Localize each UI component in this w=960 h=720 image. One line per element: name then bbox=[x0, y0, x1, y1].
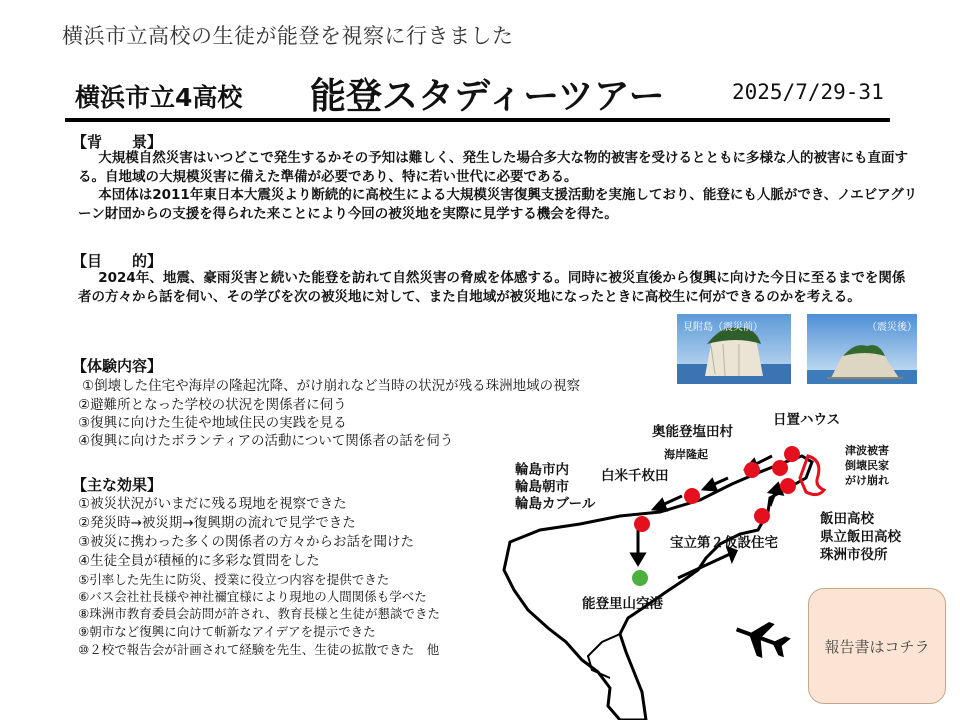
purpose-paragraph: 2024年、地震、豪雨災害と続いた能登を訪れて自然災害の脅威を体感する。同時に被災直後から復興に向けた今日に至るまでを関係者の方々から話を伺い、その学びを次の被災地に対して、また自地域が被災地になったときに高校生に何ができるのかを考える。 bbox=[78, 270, 906, 305]
purpose-heading: 【目 的】 bbox=[72, 252, 163, 270]
map-label-landslide: がけ崩れ bbox=[845, 474, 889, 487]
experience-item: ③復興に向けた生徒や地域住民の実践を見る bbox=[78, 415, 347, 431]
map-label-wajima-city: 輪島市内 bbox=[515, 462, 569, 478]
map-label-prefectural-iida: 県立飯田高校 bbox=[820, 529, 901, 545]
effects-heading: 【主な効果】 bbox=[72, 476, 163, 494]
map-label-shiroyone: 白米千枚田 bbox=[601, 468, 669, 484]
map-label-airport: 能登里山空港 bbox=[582, 596, 663, 612]
stop-marker-okunoto bbox=[784, 446, 800, 462]
stop-marker-iida bbox=[754, 508, 770, 524]
airplane-icon bbox=[730, 612, 793, 664]
stop-marker-suzu bbox=[780, 478, 796, 494]
effects-item: ⑤引率した先生に防災、授業に役立つ内容を提供できた bbox=[78, 572, 390, 587]
effects-item: ⑨朝市など復興に向けて斬新なアイデアを提示できた bbox=[78, 624, 376, 639]
effects-item: ⑥バス会社社長様や神社禰宜様により現地の人間関係も学べた bbox=[78, 589, 427, 604]
experience-heading: 【体験内容】 bbox=[72, 357, 163, 375]
photo-before-caption: 見附島（震災前） bbox=[683, 322, 763, 333]
stop-marker-hioki bbox=[744, 462, 760, 478]
page-subtitle: 横浜市立高校の生徒が能登を視察に行きました bbox=[62, 24, 514, 48]
effects-item: ②発災時→被災期→復興期の流れで見学できた bbox=[78, 515, 356, 531]
effects-item: ①被災状況がいまだに残る現地を視察できた bbox=[78, 496, 347, 512]
map-label-hioki: 日置ハウス bbox=[773, 412, 841, 428]
stop-marker-kaigan bbox=[772, 460, 788, 476]
map-label-okunoto: 奥能登塩田村 bbox=[652, 424, 733, 440]
airport-marker bbox=[632, 570, 648, 586]
background-paragraph-2: 本団体は2011年東日本大震災より断続的に高校生による大規模災害復興支援活動を実施しており、能登にも人脈ができ、ノエビアグリーン財団からの支援を得られた来ことにより今回の被災地を実際に見学する機会を得た。 bbox=[78, 187, 918, 222]
effects-item: ⑧珠洲市教育委員会訪問が許され、教育長様と生徒が懇談できた bbox=[78, 606, 440, 621]
page-title: 能登スタディーツアー bbox=[310, 76, 665, 117]
map-label-wajima-market: 輪島朝市 bbox=[515, 479, 569, 495]
effects-item: ⑩２校で報告会が計画されて経験を先生、生徒の拡散できた 他 bbox=[78, 642, 440, 657]
experience-item: ②避難所となった学校の状況を関係者に伺う bbox=[78, 397, 347, 413]
tour-date: 2025/7/29-31 bbox=[732, 80, 884, 104]
background-heading: 【背 景】 bbox=[72, 133, 163, 151]
map-label-wajima-kaburu: 輪島カブール bbox=[515, 496, 596, 512]
stop-marker-shiroyone bbox=[684, 488, 700, 504]
title-divider bbox=[65, 118, 890, 122]
effects-item: ③被災に携わった多くの関係者の方々からお話を聞けた bbox=[78, 534, 414, 550]
photo-after-caption: （震災後） bbox=[867, 322, 917, 333]
map-label-takara-housing: 宝立第２仮設住宅 bbox=[670, 535, 778, 551]
map-label-houses: 倒壊民家 bbox=[845, 459, 889, 472]
report-link-button[interactable]: 報告書はコチラ bbox=[808, 588, 946, 704]
photo-mitsukejima-after bbox=[807, 314, 917, 384]
title-schools: 横浜市立4高校 bbox=[75, 83, 243, 112]
effects-item: ④生徒全員が積極的に多彩な質問をした bbox=[78, 553, 320, 569]
background-paragraph-1: 大規模自然災害はいつどこで発生するかその予知は難しく、発生した場合多大な物的被害を受けるとともに多様な人的被害にも直面する。自地域の大規模災害に備えた準備が必要であり、特に若い世代に必要である。 bbox=[78, 150, 908, 185]
experience-item: ④復興に向けたボランティアの活動について関係者の話を伺う bbox=[78, 433, 454, 449]
photo-mitsukejima-before bbox=[677, 314, 791, 384]
map-label-kaigan: 海岸隆起 bbox=[664, 448, 708, 461]
map-label-suzu-office: 珠洲市役所 bbox=[820, 547, 888, 563]
map-label-iida-school: 飯田高校 bbox=[820, 511, 874, 527]
stop-marker-wajima bbox=[634, 516, 650, 532]
experience-item: ①倒壊した住宅や海岸の隆起沈降、がけ崩れなど当時の状況が残る珠洲地域の視察 bbox=[82, 378, 581, 394]
map-label-tsunami: 津波被害 bbox=[845, 444, 889, 457]
